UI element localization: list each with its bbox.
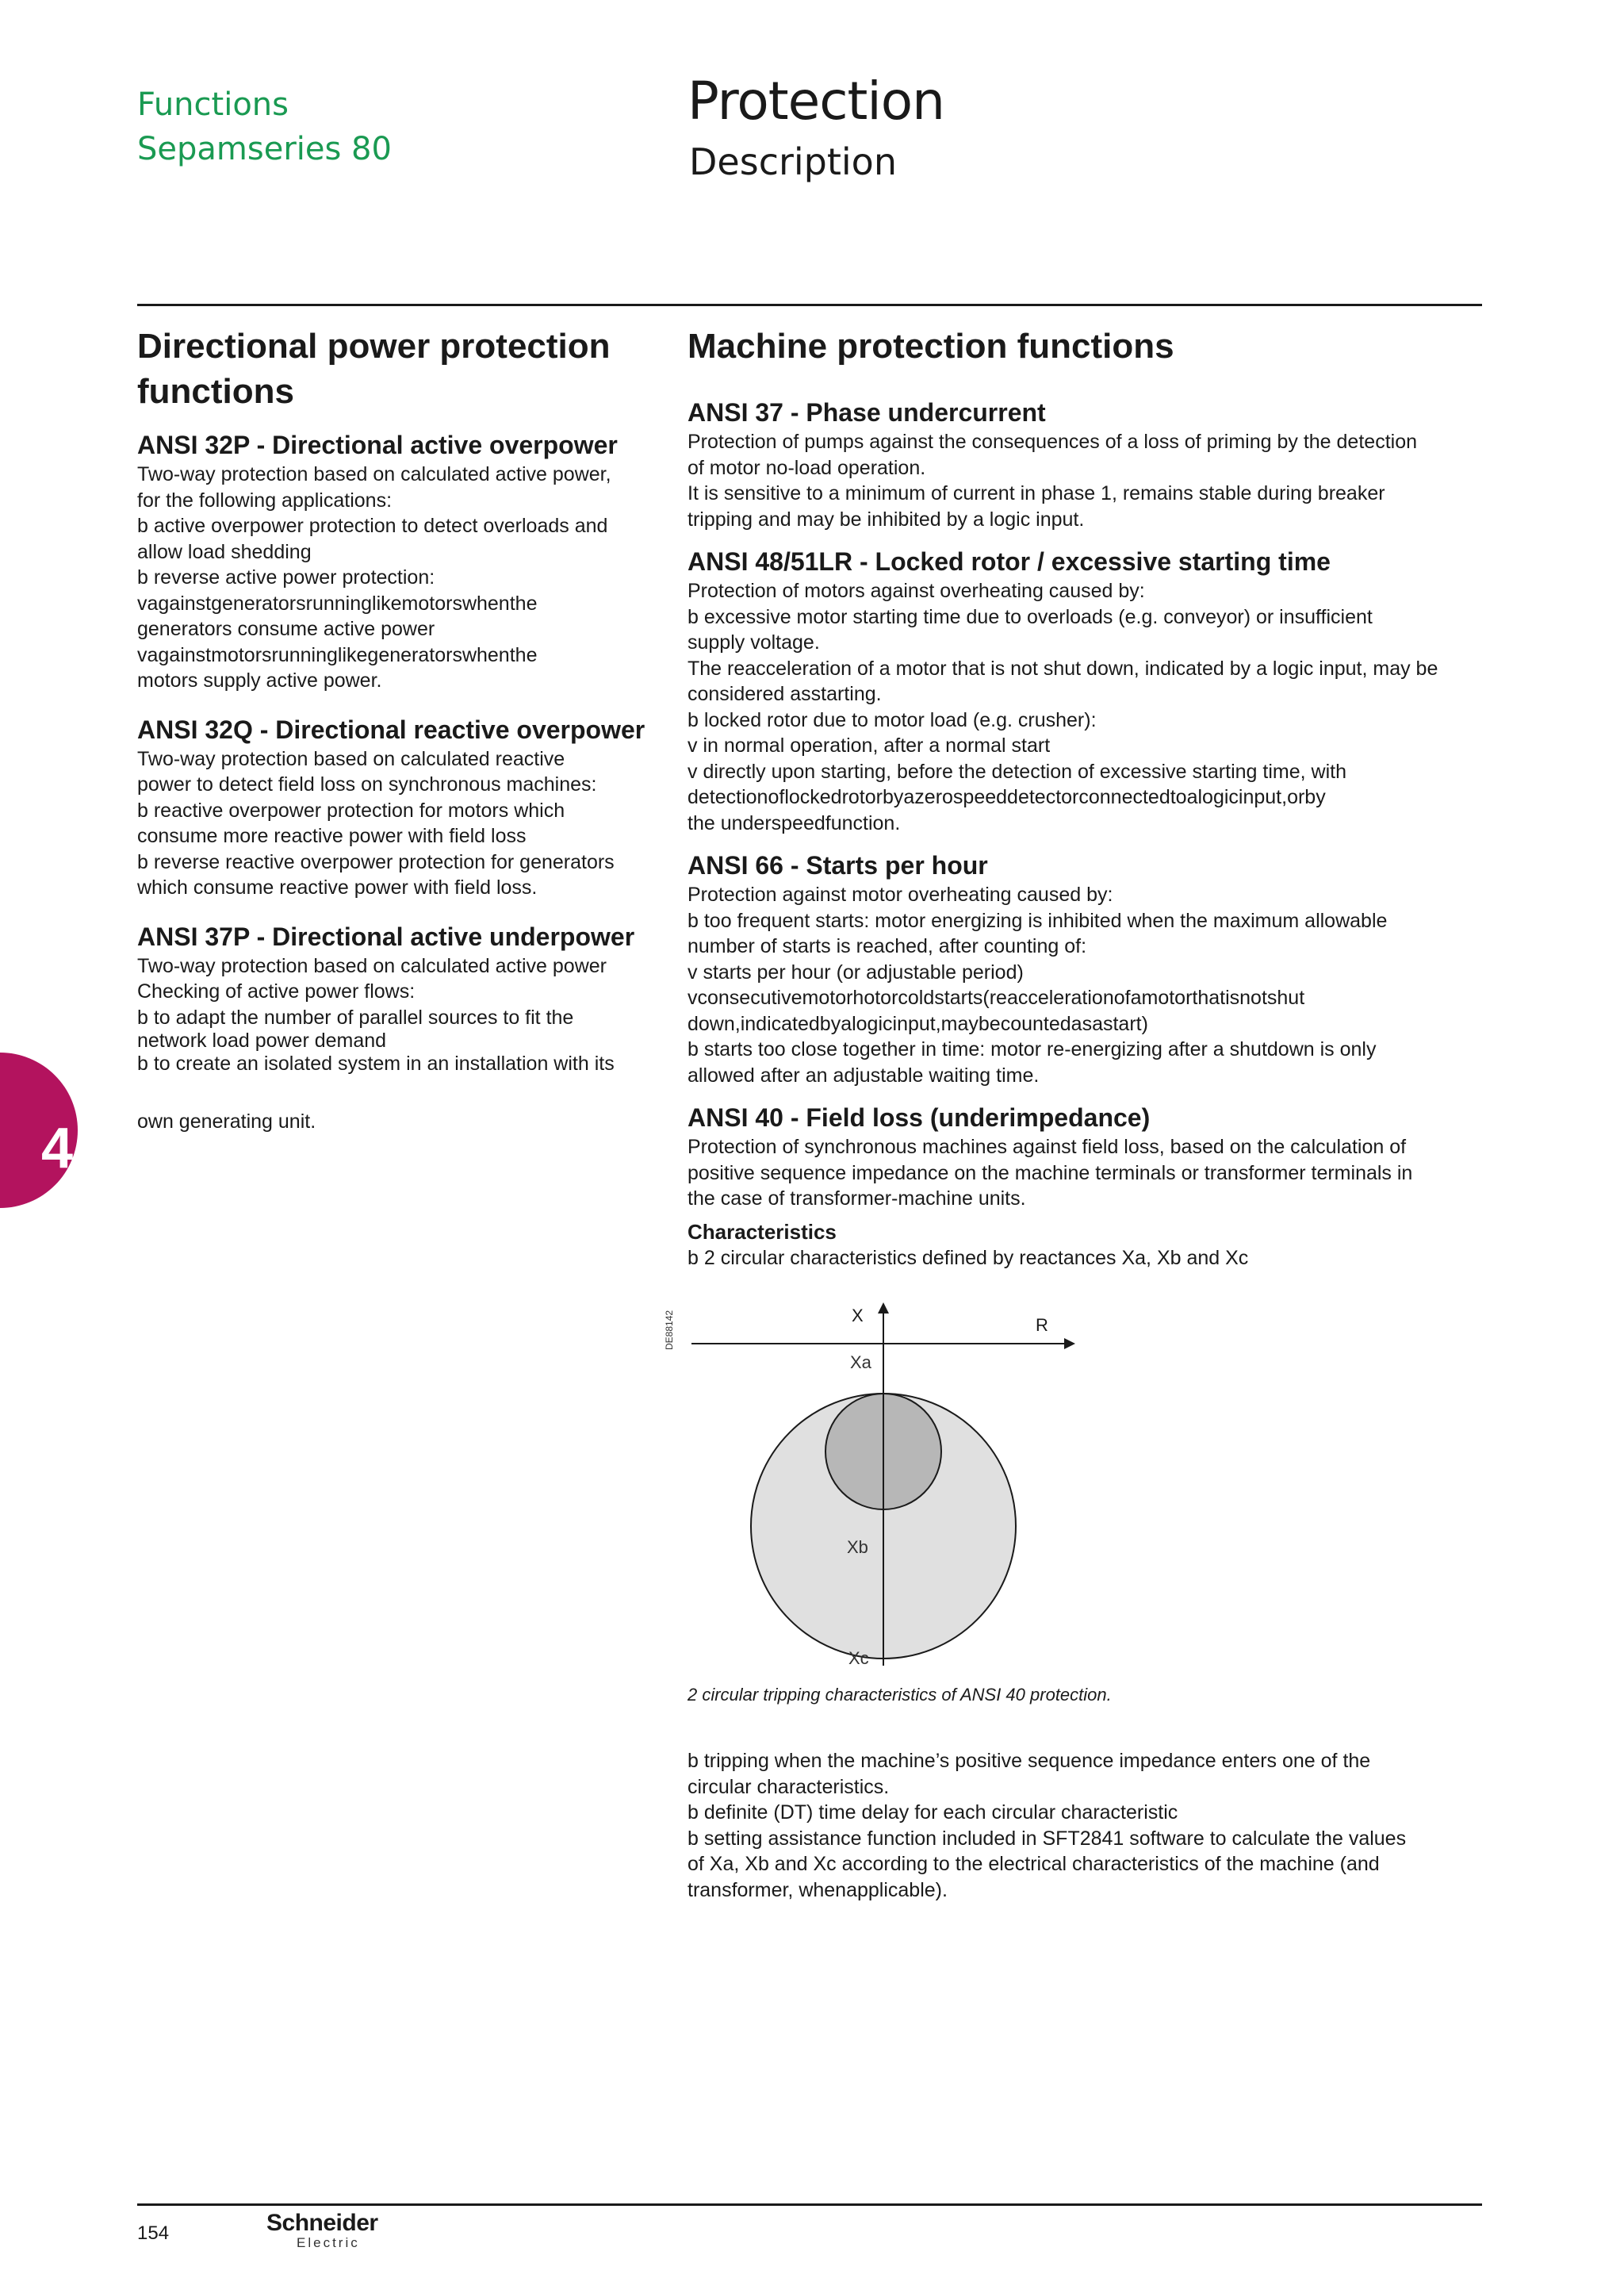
text-line: the underspeedfunction. [688,811,901,834]
characteristics-line: b 2 circular characteristics defined by reactances Xa, Xb and Xc [688,1246,1249,1269]
x-axis-label: X [852,1306,864,1325]
text-line: It is sensitive to a minimum of current in phase 1, remains stable during breaker [688,482,1385,504]
text-line: for the following applications: [137,489,393,512]
ansi-37p-body [137,953,661,1135]
ansi-48-51lr-body [688,578,1488,836]
text-line: network load power demand [137,1030,387,1052]
ansi-32q-body [137,746,661,901]
text-line: Protection of motors against overheating caused by: [688,580,1145,602]
page-number: 154 [137,2222,170,2244]
text-line: number of starts is reached, after counting of: [688,935,1087,957]
text-line: of Xa, Xb and Xc according to the electrical characteristics of the machine (and [688,1853,1380,1875]
text-line: b to create an isolated system in an installation with its [137,1053,615,1075]
text-line: b reverse reactive overpower protection for generators [137,850,615,873]
xb-label: Xb [847,1537,868,1557]
text-line: positive sequence impedance on the machine terminals or transformer terminals in [688,1161,1413,1184]
xa-label: Xa [850,1352,871,1372]
text-line: allowed after an adjustable waiting time. [688,1064,1040,1087]
text-line: Two-way protection based on calculated active power, [137,463,611,485]
ansi-40-body [688,1134,1488,1212]
page-title: Protection [688,71,944,132]
logo-wordmark: Schneider [266,2210,378,2236]
section-label-line1: Functions [137,86,289,123]
section-label-line2: Sepamseries 80 [137,131,392,167]
text-line: b locked rotor due to motor load (e.g. crusher): [688,708,1097,731]
text-line: b to adapt the number of parallel sources to fit the [137,1006,574,1029]
text-line: which consume reactive power with field loss. [137,876,538,899]
top-rule [137,304,1482,306]
ansi-66-title: ANSI 66 - Starts per hour [688,851,988,880]
text-line: consume more reactive power with field loss [137,825,527,847]
bottom-rule [137,2203,1482,2206]
text-line: allow load shedding [137,540,312,563]
text-line: Two-way protection based on calculated active power [137,954,607,977]
text-line: down,indicatedbyalogicinput,maybecountedasastart) [688,1012,1148,1035]
text-line: b reactive overpower protection for motors which [137,799,565,822]
xc-label: Xc [848,1648,869,1668]
ansi-32q-title: ANSI 32Q - Directional reactive overpower [137,715,645,744]
text-line: b excessive motor starting time due to overloads (e.g. conveyor) or insufficient [688,605,1373,628]
text-line: vagainstgeneratorsrunninglikemotorswhenthe [137,592,538,615]
text-line: circular characteristics. [688,1775,890,1798]
text-line: Protection against motor overheating caused by: [688,884,1113,906]
text-line: generators consume active power [137,618,435,640]
text-line: Two-way protection based on calculated reactive [137,747,565,770]
text-line: The reacceleration of a motor that is not shut down, indicated by a logic input, may be [688,657,1438,680]
text-line: Checking of active power flows: [137,980,416,1003]
text-line: motors supply active power. [137,669,382,692]
text-line: tripping and may be inhibited by a logic input. [688,508,1085,531]
ansi-32p-title: ANSI 32P - Directional active overpower [137,431,618,459]
text-line: the case of transformer-machine units. [688,1187,1026,1210]
text-line: vconsecutivemotorhotorcoldstarts(reaccelerationofamotorthatisnotshut [688,987,1305,1009]
text-line: b active overpower protection to detect overloads and [137,515,608,537]
text-line: b reverse active power protection: [137,566,435,589]
text-line: Protection of pumps against the consequences of a loss of priming by the detection [688,431,1417,453]
figure-caption: 2 circular tripping characteristics of ANSI 40 protection. [688,1685,1112,1705]
ansi-37-body [688,429,1488,532]
page-subtitle: Description [689,140,897,183]
ansi-32p-body [137,462,661,694]
ansi-66-body [688,882,1488,1088]
logo-subtext: Electric [297,2235,360,2250]
text-line: b starts too close together in time: motor re-energizing after a shutdown is only [688,1038,1377,1060]
ansi-40-diagram [663,1293,1091,1674]
section-label [137,82,392,171]
ansi-40-settings [688,1748,1488,1903]
text-line: b setting assistance function included in SFT2841 software to calculate the values [688,1827,1407,1850]
diagram-ref-label: DE88142 [664,1310,675,1350]
text-line: b tripping when the machine’s positive sequence impedance enters one of the [688,1750,1371,1772]
text-line: power to detect field loss on synchronous machines: [137,773,597,796]
left-column [137,324,661,1134]
ansi-48-51lr-title: ANSI 48/51LR - Locked rotor / excessive starting time [688,547,1331,576]
text-line: v directly upon starting, before the detection of excessive starting time, with [688,760,1346,783]
ansi-37p-title: ANSI 37P - Directional active underpower [137,922,635,951]
text-line: vagainstmotorsrunninglikegeneratorswhenthe [137,643,538,666]
chapter-tab-number: 4 [41,1117,74,1180]
text-line: v starts per hour (or adjustable period) [688,961,1024,984]
text-line: Protection of synchronous machines against field loss, based on the calculation of [688,1136,1407,1158]
ansi-37-title: ANSI 37 - Phase undercurrent [688,398,1046,427]
text-line: own generating unit. [137,1110,316,1133]
text-line: b definite (DT) time delay for each circular characteristic [688,1801,1178,1824]
text-line: b too frequent starts: motor energizing is inhibited when the maximum allowable [688,909,1388,932]
left-heading: Directional power protection functions [137,327,611,411]
right-heading: Machine protection functions [688,327,1174,366]
right-column [688,324,1488,1271]
r-axis-label: R [1036,1315,1048,1335]
text-line: considered asstarting. [688,683,882,705]
schneider-logo [266,2211,378,2251]
text-line: v in normal operation, after a normal start [688,734,1051,757]
text-line: of motor no-load operation. [688,456,926,479]
ansi-40-title: ANSI 40 - Field loss (underimpedance) [688,1103,1151,1132]
text-line: transformer, whenapplicable). [688,1878,948,1901]
characteristics-title: Characteristics [688,1219,837,1244]
text-line: detectionoflockedrotorbyazerospeeddetectorconnectedtoalogicinput,orby [688,786,1326,808]
text-line: supply voltage. [688,631,820,654]
